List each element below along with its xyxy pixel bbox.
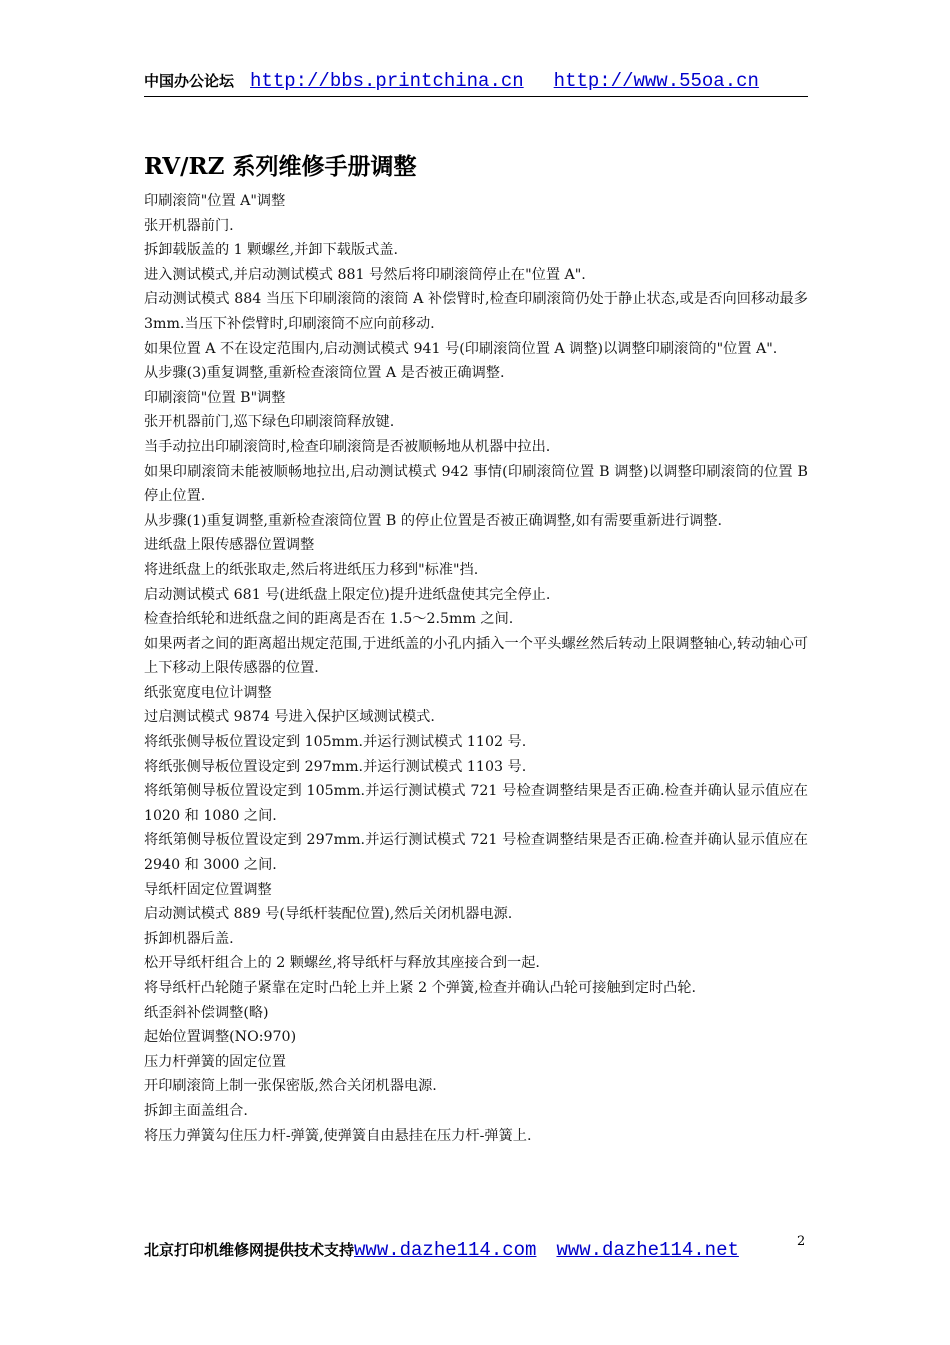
body-paragraph: 将导纸杆凸轮随子紧靠在定时凸轮上并上紧 2 个弹簧,检查并确认凸轮可接触到定时凸轮. [144, 980, 697, 996]
body-paragraph: 压力杆弹簧的固定位置 [144, 1053, 286, 1070]
body-paragraph: 从步骤(1)重复调整,重新检查滚筒位置 B 的停止位置是否被正确调整,如有需要重新进行调整. [144, 512, 723, 529]
body-paragraph: 印刷滚筒"位置 B"调整 [144, 389, 286, 406]
body-paragraph: 过启测试模式 9874 号进入保护区域测试模式. [144, 709, 435, 726]
body-paragraph: 当手动拉出印刷滚筒时,检查印刷滚筒是否被顺畅地从机器中拉出. [144, 438, 551, 455]
body-paragraph: 拆卸载版盖的 1 颗螺丝,并卸下载版式盖. [144, 242, 399, 259]
body-paragraph: 松开导纸杆组合上的 2 颗螺丝,将导纸杆与释放其座接合到一起. [144, 955, 540, 972]
body-paragraph: 导纸杆固定位置调整 [144, 881, 272, 898]
body-paragraph: 将纸张侧导板位置设定到 105mm.并运行测试模式 1102 号. [144, 734, 527, 751]
body-paragraph: 进纸盘上限传感器位置调整 [144, 537, 315, 554]
body-paragraph: 拆卸机器后盖. [144, 930, 234, 947]
body-paragraph: 启动测试模式 681 号(进纸盘上限定位)提升进纸盘使其完全停止. [144, 586, 551, 603]
body-paragraph: 开印刷滚筒上制一张保密版,然合关闭机器电源. [144, 1078, 437, 1095]
body-paragraph: 将纸第侧导板位置设定到 297mm.并运行测试模式 721 号检查调整结果是否正确.检查并确认显示值应在 2940 和 3000 之间. [144, 832, 808, 874]
body-paragraph: 如果两者之间的距离超出规定范围,于进纸盖的小孔内插入一个平头螺丝然后转动上限调整轴心,转动轴心可上下移动上限传感器的位置. [144, 635, 808, 677]
header-link-55oa[interactable]: http://www.55oa.cn [553, 70, 759, 92]
document-title: RV/RZ 系列维修手册调整 [144, 153, 417, 180]
site-name: 中国办公论坛 [144, 72, 235, 90]
body-paragraph: 检查拾纸轮和进纸盘之间的距离是否在 1.5～2.5mm 之间. [144, 611, 514, 628]
body-paragraph: 起始位置调整(NO:970) [144, 1029, 297, 1046]
body-paragraph: 张开机器前门. [144, 217, 234, 234]
body-paragraph: 纸歪斜补偿调整(略) [144, 1004, 269, 1021]
page-footer [144, 1239, 808, 1261]
body-paragraph: 如果位置 A 不在设定范围内,启动测试模式 941 号(印刷滚筒位置 A 调整)以调整印刷滚筒的"位置 A". [144, 340, 778, 357]
body-paragraph: 启动测试模式 889 号(导纸杆装配位置),然后关闭机器电源. [144, 906, 513, 923]
body-paragraph: 将纸张侧导板位置设定到 297mm.并运行测试模式 1103 号. [144, 758, 527, 775]
footer-support-text: 北京打印机维修网提供技术支持 [144, 1241, 355, 1259]
body-paragraph: 将纸第侧导板位置设定到 105mm.并运行测试模式 721 号检查调整结果是否正确.检查并确认显示值应在 1020 和 1080 之间. [144, 783, 808, 824]
body-paragraph: 将压力弹簧勾住压力杆-弹簧,使弹簧自由悬挂在压力杆-弹簧上. [144, 1127, 532, 1144]
page-header [144, 70, 808, 97]
body-paragraph: 张开机器前门,巡下绿色印刷滚筒释放键. [144, 414, 395, 431]
footer-link-com[interactable]: www.dazhe114.com [354, 1239, 537, 1261]
body-paragraph: 拆卸主面盖组合. [144, 1102, 248, 1119]
body-paragraph: 纸张宽度电位计调整 [144, 684, 272, 701]
header-link-bbs[interactable]: http://bbs.printchina.cn [250, 70, 524, 92]
body-paragraph: 印刷滚筒"位置 A"调整 [144, 193, 286, 209]
body-paragraph: 从步骤(3)重复调整,重新检查滚筒位置 A 是否被正确调整. [144, 365, 505, 382]
footer-link-net[interactable]: www.dazhe114.net [556, 1239, 739, 1261]
body-paragraph: 进入测试模式,并启动测试模式 881 号然后将印刷滚筒停止在"位置 A". [144, 266, 586, 283]
body-paragraph: 启动测试模式 884 当压下印刷滚筒的滚筒 A 补偿臂时,检查印刷滚筒仍处于静止状态,或是否向回移动最多 3mm.当压下补偿臂时,印刷滚筒不应向前移动. [144, 291, 808, 332]
document-body [144, 189, 808, 1148]
body-paragraph: 将进纸盘上的纸张取走,然后将进纸压力移到"标准"挡. [144, 561, 479, 578]
page-number: 2 [797, 1234, 806, 1249]
body-paragraph: 如果印刷滚筒未能被顺畅地拉出,启动测试模式 942 事情(印刷滚筒位置 B 调整)以调整印刷滚筒的位置 B 停止位置. [144, 463, 808, 505]
